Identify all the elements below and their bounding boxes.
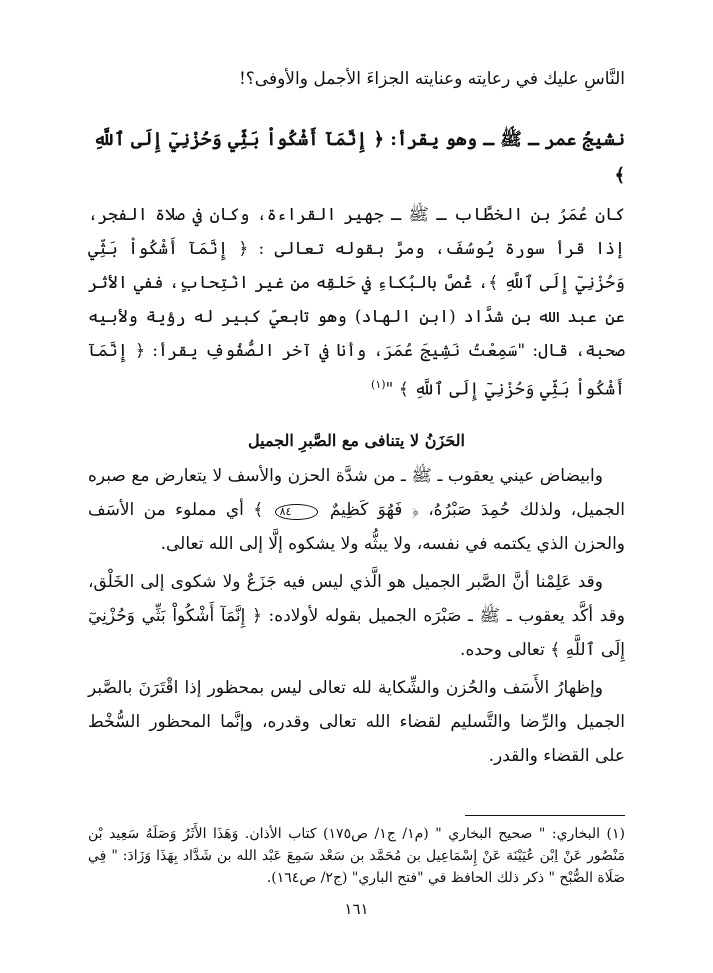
subsection-heading: الحَزَنُ لا يتنافى مع الصَّبرِ الجميل	[248, 430, 465, 450]
paragraph-1-text: كان عُمَرُ بن الخطَّاب ـ ﷺ ـ جهير القراءة، وكان في صلاة الفجر، إذا قرأ سورة يُوسُفَ، ومرَّ بقوله تعالى : ﴿ إِنَّمَآ أَشْكُواْ بَثِّي وَحُزْنِيٓ إِلَى ٱللَّهِ ﴾، غُصَّ بالبُكاءِ في حَلقِه من غير انْتِحابٍ، ففي الأثر عن عبد الله بن شدَّاد (ابن الهاد) وهو تابعيّ كبير له رؤية ولأبيه صحبة، قال: "سَمِعْتُ نَشِيجَ عُمَرَ، وأنا في آخر الصُّفُوفِ يقرأ: ﴿ إِنَّمَآ أَشْكُواْ بَثِّي وَحُزْنِيٓ إِلَى ٱللَّهِ ﴾ "	[88, 205, 625, 400]
paragraph-1	[88, 198, 625, 407]
footnote-marker: (١)	[371, 378, 386, 391]
continuation-line: النَّاسِ عليك في رعايته وعنايته الجزاءَ الأجمل والأوفى؟!	[238, 69, 625, 89]
paragraph-4: وإظهارُ الأَسَف والحُزن والشِّكاية لله تعالى ليس بمحظور إذا اقْتَرَنَ بالصَّبر الجميل والرِّضا والتَّسليم لقضاء الله تعالى وقدره، وإنَّما المحظور السُّخْط على القضاء والقدر.	[88, 677, 625, 766]
verse-number: ٨٤	[275, 504, 319, 520]
footnotes	[88, 823, 625, 889]
paragraph-2-part-1: وابيضاض عيني يعقوب ـ ﷺ ـ من شدَّة الحزن والأسف لا يتعارض مع صبره الجميل، ولذلك حُمِدَ صَبْرُهُ، ﴿ فَهُوَ كَظِيمٌ	[88, 465, 625, 520]
section-heading: نشيجُ عمر ـ ﷺ ـ وهو يقرأ: ﴿ إِنَّمَآ أَشْكُواْ بَثِّي وَحُزْنِيٓ إِلَى ٱللَّهِ ﴾	[93, 129, 625, 186]
footnote-1: (١) البخاري: " صحيح البخاري " (م١/ ج١/ ص١٧٥) كتاب الأذان. وَهَذَا الأَثَرُ وَصَلَهُ سَعِيد بْن مَنْصُور عَنْ اِبْن عُيَيْنَة عَنْ إِسْمَاعِيل بن مُحَمَّد بن سَعْد سَمِعَ عَبْد الله بن شَدَّاد بِهَذَا وَزَادَ: " فِي صَلَاة الصُّبْح " ذكر ذلك الحافظ في "فتح الباري" (ج٢/ ص١٦٤).	[88, 826, 625, 886]
footnote-divider	[465, 815, 625, 816]
paragraph-2-part-2: ﴾ أي مملوء من الأسَف والحزن الذي يكتمه في نفسه، ولا يبثُّه ولا يشكوه إلَّا إلى الله تعالى.	[88, 499, 625, 554]
paragraph-3: وقد عَلِمْنا أنَّ الصَّبر الجميل هو الَّذي ليس فيه جَزَعٌ ولا شكوى إلى الخَلْق، وقد أكَّد يعقوب ـ ﷺ ـ صَبْرَه الجميل بقوله لأولاده: ﴿ إِنَّمَآ أَشْكُواْ بَثِّي وَحُزْنِيٓ إِلَى ٱللَّهِ ﴾ تعالى وحده.	[88, 571, 625, 660]
paragraph-2	[88, 459, 625, 561]
page-number: ١٦١	[344, 900, 369, 918]
